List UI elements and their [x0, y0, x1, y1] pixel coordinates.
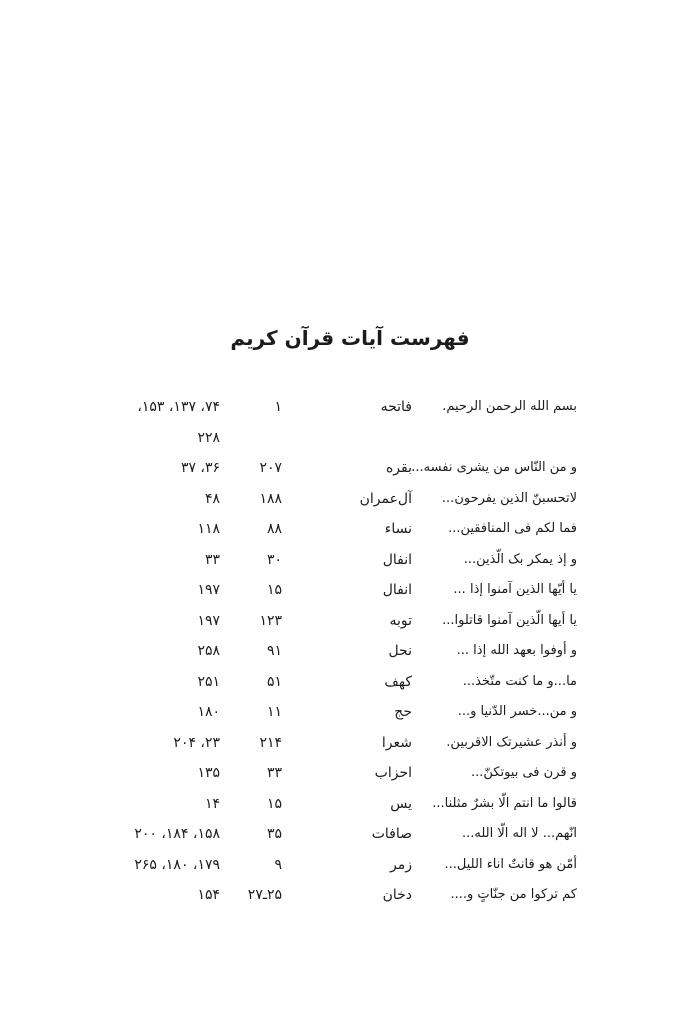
surah-name: دخان	[382, 887, 412, 903]
verse-text: یا أیّها الذین آمنوا إذا ...	[453, 582, 577, 597]
page-numbers: ۱۱۸	[197, 521, 220, 537]
verse-text: و إذ یمکر بک الّذین...	[463, 551, 577, 567]
table-row	[105, 514, 577, 545]
ayah-number: ۲۵ـ۲۷	[247, 887, 282, 903]
ayah-number: ۸۸	[266, 521, 282, 537]
table-row	[105, 545, 577, 576]
verse-text: و قرن فی بیوتکنّ...	[470, 765, 577, 780]
table-row	[105, 606, 577, 637]
ayah-number: ۱۱	[266, 704, 282, 720]
page-numbers-line1: ۷۴، ۱۳۷، ۱۵۳،	[137, 399, 220, 415]
table-row	[105, 697, 577, 728]
surah-name: انفال	[382, 582, 412, 598]
verse-text: و من...خسر الدّنیا و...	[457, 704, 577, 719]
ayah-number: ۳۵	[266, 826, 282, 842]
verse-text: و أوفوا بعهد الله إذا ...	[456, 643, 577, 658]
table-row	[105, 667, 577, 698]
table-row	[105, 484, 577, 515]
surah-name: زمر	[390, 856, 412, 873]
page-numbers: ۱۵۸، ۱۸۴، ۲۰۰	[134, 826, 220, 842]
verse-text: و من النّاس من یشری نفسه...	[411, 460, 577, 475]
surah-name: آل‌عمران	[359, 490, 412, 507]
ayah-number: ۳۳	[266, 765, 282, 781]
table-row	[105, 850, 577, 881]
page-numbers: ۱۹۷	[197, 582, 220, 598]
ayah-number: ۱۲۳	[259, 612, 282, 629]
page-numbers: ۱۴	[204, 795, 220, 812]
table-row	[105, 636, 577, 667]
ayah-number: ۱	[274, 399, 282, 415]
surah-name: صافات	[371, 826, 412, 842]
verse-text: و أنذر عشیرتک الاقربین.	[446, 734, 577, 750]
page-numbers: ۲۵۸	[197, 643, 220, 659]
table-row	[105, 789, 577, 820]
surah-name: فاتحه	[380, 399, 412, 415]
verse-text: لاتحسبنّ الذین یفرحون...	[441, 490, 577, 506]
table-row	[105, 758, 577, 789]
ayah-number: ۵۱	[266, 673, 282, 690]
ayah-number: ۲۰۷	[259, 460, 282, 476]
verse-index-table	[105, 392, 577, 911]
page-numbers: ۱۷۹، ۱۸۰، ۲۶۵	[134, 856, 220, 873]
table-row	[105, 880, 577, 911]
surah-name: بقره	[385, 460, 412, 476]
verse-text: قالوا ما انتم الّا بشرٌ مثلنا...	[432, 795, 577, 811]
page-numbers: ۱۹۷	[197, 612, 220, 629]
ayah-number: ۹۱	[266, 643, 282, 659]
table-row	[105, 453, 577, 484]
ayah-number: ۱۸۸	[259, 490, 282, 507]
verse-text: یا أیها الّذین آمنوا قاتلوا...	[442, 612, 577, 628]
page-numbers: ۴۸	[204, 490, 220, 507]
verse-text: بسم الله الرحمن الرحیم.	[442, 399, 577, 414]
page-title: فهرست آیات قرآن کریم	[230, 326, 470, 350]
table-row	[105, 392, 577, 453]
table-row	[105, 575, 577, 606]
ayah-number: ۱۵	[266, 582, 282, 598]
surah-name: حج	[394, 704, 412, 720]
ayah-number: ۲۱۴	[259, 734, 282, 751]
ayah-number: ۱۵	[266, 795, 282, 812]
page-numbers: ۱۸۰	[197, 704, 220, 720]
verse-text: ما...و ما کنت متّخذ...	[462, 673, 577, 689]
page-numbers: ۳۳	[204, 551, 220, 568]
page-numbers-line2: ۲۲۸	[197, 429, 220, 446]
verse-text: انّهم... لا اله الّا الله...	[461, 826, 577, 841]
table-row	[105, 728, 577, 759]
page-numbers: ۲۳، ۲۰۴	[173, 734, 220, 751]
page-numbers: ۳۶، ۳۷	[180, 460, 220, 476]
surah-name: کهف	[384, 673, 412, 690]
ayah-number: ۳۰	[266, 551, 282, 568]
surah-name: توبه	[389, 612, 412, 629]
verse-text: فما لکم فی المنافقین...	[448, 521, 577, 536]
surah-name: احزاب	[374, 765, 412, 781]
surah-name: یس	[390, 795, 412, 812]
ayah-number: ۹	[274, 856, 282, 873]
surah-name: انفال	[382, 551, 412, 568]
page-numbers: ۱۵۴	[197, 887, 220, 903]
table-row	[105, 819, 577, 850]
verse-text: کم ترکوا من جنّاتٍ و....	[450, 887, 577, 902]
page-numbers: ۲۵۱	[197, 673, 220, 690]
surah-name: نساء	[384, 521, 412, 537]
page-numbers: ۱۳۵	[197, 765, 220, 781]
surah-name: نحل	[388, 643, 412, 659]
page-numbers	[105, 392, 220, 453]
verse-text: أمّن هو قانتٌ اناء اللیل...	[444, 856, 577, 872]
surah-name: شعرا	[381, 734, 412, 751]
